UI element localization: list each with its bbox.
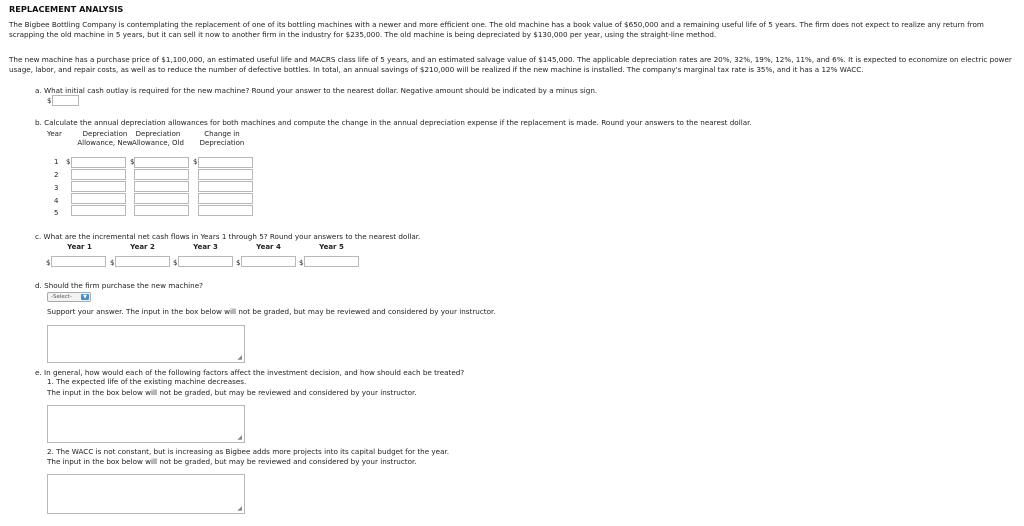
header-year-1: Year 1	[67, 243, 92, 251]
depr-change-year-2-input[interactable]	[198, 169, 253, 180]
part-e-question: e. In general, how would each of the following factors affect the investment decision, and how should each be treated?	[35, 368, 465, 377]
part-e-item-2-textarea[interactable]	[47, 474, 245, 514]
part-e-item-1-note: The input in the box below will not be graded, but may be reviewed and considered by your instructor.	[47, 388, 417, 397]
header-year-3: Year 3	[193, 243, 218, 251]
intro-paragraph-2: The new machine has a purchase price of $1,100,000, an estimated useful life and MACRS class life of 5 years, and an estimated salvage value of $145,000. The applicable depreciation rates are 20%, 32%, 19%, 12%, 11%, and 6%. It is expected to economize on electric power usage, labor, and repair costs, as well as to reduce the number of defective bottles. In total, an annual savings of $210,000 will be realized if the new machine is installed. The company's marginal tax rate is 35%, and it has a 12% WACC.	[9, 55, 1012, 75]
depr-old-year-3-input[interactable]	[134, 181, 189, 192]
header-depr-new: Depreciation Allowance, New	[77, 130, 133, 148]
intro-paragraph-1: The Bigbee Bottling Company is contemplating the replacement of one of its bottling machines with a newer and more efficient one. The old machine has a book value of $650,000 and a remaining useful life of 5 years. The firm does not expect to realize any return from scrapping the old machine in 5 years, but it can sell it now to another firm in the industry for $235,000. The old machine is being depreciated by $130,000 per year, using the straight-line method.	[9, 20, 984, 40]
depr-old-year-5-input[interactable]	[134, 205, 189, 216]
currency-sign: $	[110, 259, 115, 267]
depr-change-year-1-input[interactable]	[198, 157, 253, 168]
part-e-item-1-textarea[interactable]	[47, 405, 245, 443]
currency-sign: $	[66, 158, 71, 166]
part-a-currency: $	[47, 97, 52, 105]
depr-change-year-5-input[interactable]	[198, 205, 253, 216]
depr-old-year-2-input[interactable]	[134, 169, 189, 180]
dropdown-arrow-icon: ▼	[81, 294, 89, 300]
select-value: -Select-	[51, 294, 72, 300]
currency-sign: $	[236, 259, 241, 267]
header-year-4: Year 4	[256, 243, 281, 251]
cash-flow-year-5-input[interactable]	[304, 256, 359, 267]
cash-flow-year-1-input[interactable]	[51, 256, 106, 267]
part-e-item-2: 2. The WACC is not constant, but is increasing as Bigbee adds more projects into its capital budget for the year.	[47, 447, 450, 456]
depr-old-year-1-input[interactable]	[134, 157, 189, 168]
part-e-item-1: 1. The expected life of the existing machine decreases.	[47, 377, 247, 386]
currency-sign: $	[130, 158, 135, 166]
depr-change-year-4-input[interactable]	[198, 193, 253, 204]
header-year-5: Year 5	[319, 243, 344, 251]
depr-new-year-5-input[interactable]	[71, 205, 126, 216]
year-label: 1	[54, 158, 59, 166]
cash-flow-year-2-input[interactable]	[115, 256, 170, 267]
cash-flow-year-4-input[interactable]	[241, 256, 296, 267]
page-title: REPLACEMENT ANALYSIS	[9, 4, 124, 14]
cash-flow-year-3-input[interactable]	[178, 256, 233, 267]
resize-grip-icon[interactable]: ◢	[237, 354, 242, 361]
header-year: Year	[47, 130, 62, 138]
depr-new-year-2-input[interactable]	[71, 169, 126, 180]
depr-new-year-4-input[interactable]	[71, 193, 126, 204]
part-e-item-2-note: The input in the box below will not be graded, but may be reviewed and considered by your instructor.	[47, 457, 417, 466]
part-a-question: a. What initial cash outlay is required for the new machine? Round your answer to the nearest dollar. Negative amount should be indicated by a minus sign.	[35, 86, 598, 95]
currency-sign: $	[193, 158, 198, 166]
header-depr-old: Depreciation Allowance, Old	[132, 130, 184, 148]
currency-sign: $	[46, 259, 51, 267]
depr-change-year-3-input[interactable]	[198, 181, 253, 192]
header-change-depr: Change in Depreciation	[199, 130, 245, 148]
year-label: 4	[54, 197, 59, 205]
depr-new-year-3-input[interactable]	[71, 181, 126, 192]
depr-new-year-1-input[interactable]	[71, 157, 126, 168]
initial-outlay-input[interactable]	[52, 95, 79, 106]
currency-sign: $	[173, 259, 178, 267]
year-label: 5	[54, 209, 59, 217]
header-year-2: Year 2	[130, 243, 155, 251]
year-label: 2	[54, 171, 59, 179]
year-label: 3	[54, 184, 59, 192]
part-b-question: b. Calculate the annual depreciation allowances for both machines and compute the change in the annual depreciation expense if the replacement is made. Round your answers to the nearest dollar.	[35, 118, 752, 127]
currency-sign: $	[299, 259, 304, 267]
depr-old-year-4-input[interactable]	[134, 193, 189, 204]
purchase-decision-select[interactable]	[47, 292, 91, 302]
part-c-question: c. What are the incremental net cash flows in Years 1 through 5? Round your answers to the nearest dollar.	[35, 232, 421, 241]
part-d-support-text: Support your answer. The input in the box below will not be graded, but may be reviewed and considered by your instructor.	[47, 307, 496, 316]
part-d-support-textarea[interactable]	[47, 325, 245, 363]
part-d-question: d. Should the firm purchase the new machine?	[35, 281, 203, 290]
resize-grip-icon[interactable]: ◢	[237, 505, 242, 512]
resize-grip-icon[interactable]: ◢	[237, 434, 242, 441]
